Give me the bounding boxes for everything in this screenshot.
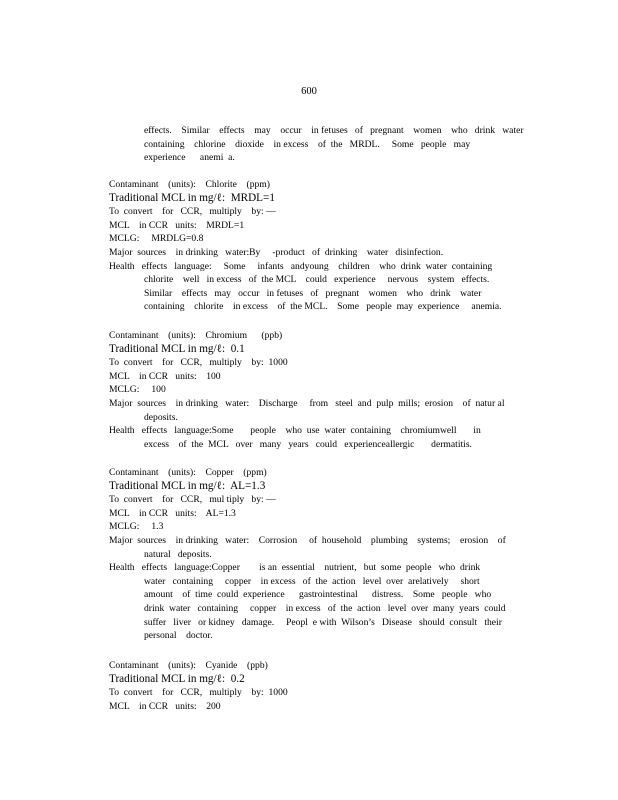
contaminant-line: Contaminant (units): Cyanide (ppb) bbox=[109, 660, 268, 671]
health-line: suffer liver or kidney damage. Peopl e with Wilson’s Disease should consult their bbox=[144, 616, 502, 628]
health-line: excess of the MCL over many years could experienceallergic dermatitis. bbox=[144, 438, 472, 450]
page-number: 600 bbox=[301, 86, 317, 97]
intro-line: effects. Similar effects may occur in fetuses of pregnant women who drink water bbox=[144, 125, 524, 136]
health-line: amount of time could experience gastrointestinal distress. Some people who bbox=[144, 589, 492, 601]
contaminant-line: Contaminant (units): Chlorite (ppm) bbox=[109, 179, 270, 190]
sources-line: deposits. bbox=[144, 411, 178, 423]
section-chlorite bbox=[109, 178, 536, 314]
convert-line: To convert for CCR, multiply by: 1000 bbox=[109, 687, 288, 699]
convert-line: To convert for CCR, multiply by: — bbox=[109, 206, 276, 218]
health-line: personal doctor. bbox=[144, 630, 213, 642]
contaminant-line: Contaminant (units): Chromium (ppb) bbox=[109, 330, 283, 341]
traditional-mcl-line: Traditional MCL in mg/ℓ: 0.2 bbox=[109, 672, 245, 685]
mclg-line: MCLG: 1.3 bbox=[109, 521, 164, 533]
intro-paragraph bbox=[144, 124, 536, 165]
mcl-ccr-line: MCL in CCR units: AL=1.3 bbox=[109, 507, 236, 519]
mclg-line: MCLG: 100 bbox=[109, 384, 166, 396]
health-line: chlorite well in excess of the MCL could experience nervous system effects. bbox=[144, 274, 490, 286]
mclg-line: MCLG: MRDLG=0.8 bbox=[109, 233, 204, 245]
contaminant-line: Contaminant (units): Copper (ppm) bbox=[109, 467, 267, 478]
section-chromium bbox=[109, 329, 536, 451]
convert-line: To convert for CCR, mul tiply by: — bbox=[109, 494, 276, 506]
mcl-ccr-line: MCL in CCR units: 200 bbox=[109, 700, 221, 712]
sources-line: Major sources in drinking water: Corrosion of household plumbing systems; erosion of bbox=[109, 534, 506, 546]
sources-line: natural deposits. bbox=[144, 548, 212, 560]
sources-line: Major sources in drinking water:By -product of drinking water disinfection. bbox=[109, 246, 444, 258]
convert-line: To convert for CCR, multiply by: 1000 bbox=[109, 357, 288, 369]
intro-line: containing chlorine dioxide in excess of the MRDL. Some people may bbox=[144, 138, 471, 150]
health-line: Health effects language:Some people who use water containing chromiumwell in bbox=[109, 425, 481, 437]
health-line: water containing copper in excess of the action level over arelatively short bbox=[144, 575, 480, 587]
health-line: Similar effects may occur in fetuses of pregnant women who drink water bbox=[144, 287, 482, 299]
traditional-mcl-line: Traditional MCL in mg/ℓ: 0.1 bbox=[109, 342, 245, 355]
mcl-ccr-line: MCL in CCR units: 100 bbox=[109, 370, 221, 382]
health-line: containing chlorite in excess of the MCL. Some people may experience anemia. bbox=[144, 301, 502, 313]
health-line: drink water containing copper in excess of the action level over many years could bbox=[144, 602, 506, 614]
section-cyanide bbox=[109, 659, 536, 713]
health-line: Health effects language:Copper is an essential nutrient, but some people who drink bbox=[109, 562, 481, 574]
intro-line: experience anemi a. bbox=[144, 152, 235, 164]
mcl-ccr-line: MCL in CCR units: MRDL=1 bbox=[109, 219, 245, 231]
sources-line: Major sources in drinking water: Discharge from steel and pulp mills; erosion of natur al bbox=[109, 397, 505, 409]
section-copper bbox=[109, 466, 536, 643]
traditional-mcl-line: Traditional MCL in mg/ℓ: AL=1.3 bbox=[109, 479, 266, 492]
health-line: Health effects language: Some infants andyoung children who drink water containing bbox=[109, 260, 493, 272]
traditional-mcl-line: Traditional MCL in mg/ℓ: MRDL=1 bbox=[109, 191, 275, 204]
